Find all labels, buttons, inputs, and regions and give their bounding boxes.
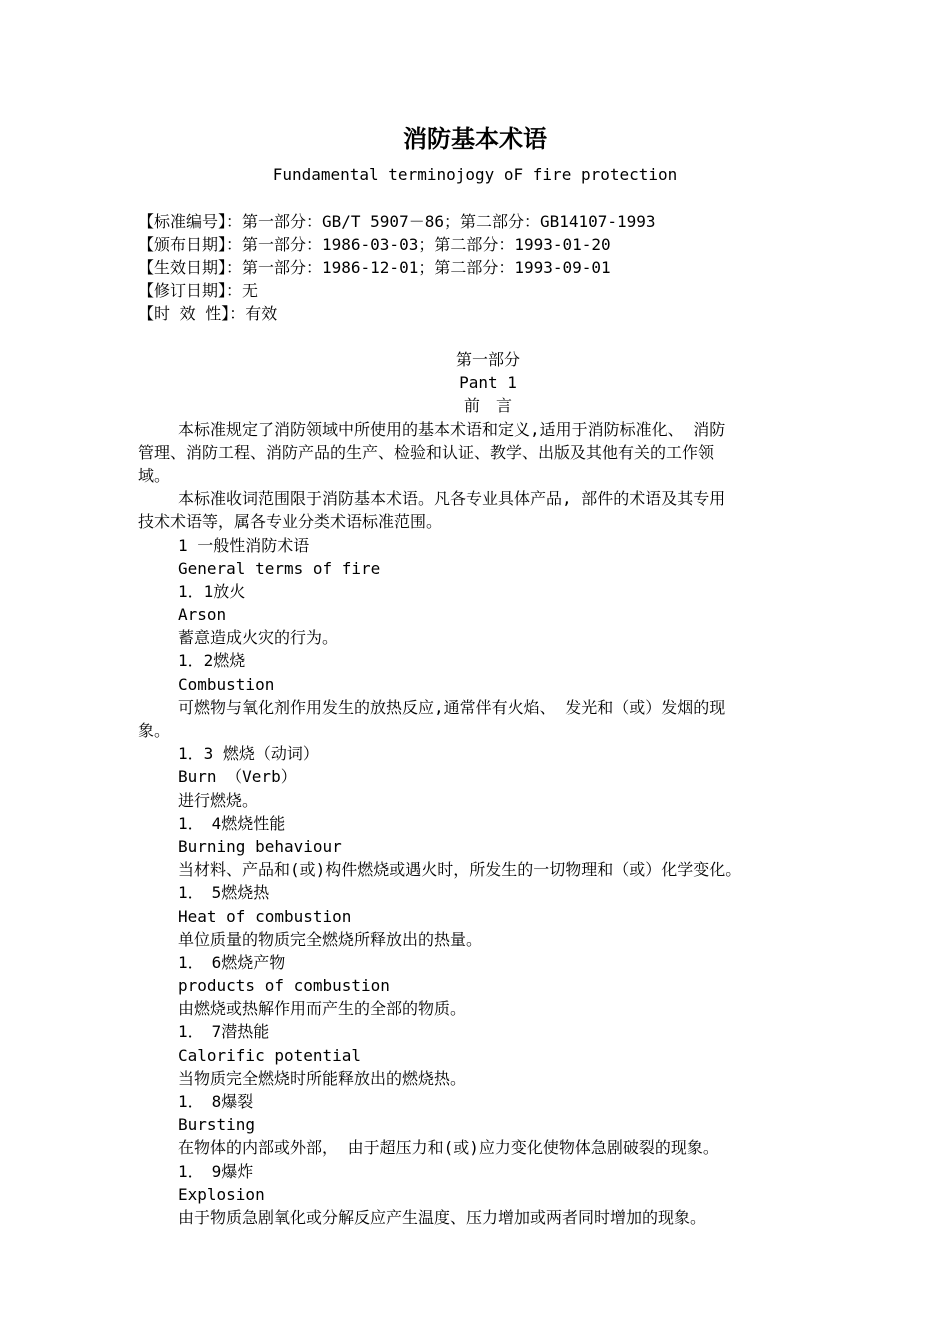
term-entry-calorific-potential bbox=[138, 1020, 838, 1090]
document-subtitle: Fundamental terminojogy oF fire protection bbox=[272, 165, 678, 184]
term-entry-combustion bbox=[138, 649, 838, 742]
metadata-block bbox=[138, 210, 858, 325]
term-definition: 当材料、产品和(或)构件燃烧或遇火时，所发生的一切物理和（或）化学变化。 bbox=[178, 860, 742, 880]
term-entry-heat-of-combustion bbox=[138, 881, 838, 951]
term-definition: 单位质量的物质完全燃烧所释放出的热量。 bbox=[178, 929, 483, 949]
term-entry-products-of-combustion bbox=[138, 951, 838, 1021]
term-section-general bbox=[138, 534, 838, 580]
term-english: Explosion bbox=[178, 1184, 265, 1204]
term-entry-burn bbox=[138, 742, 838, 812]
term-heading: 1．2燃烧 bbox=[178, 651, 246, 671]
meta-effective-date: 【生效日期】：第一部分：1986-12-01；第二部分：1993-09-01 bbox=[138, 258, 611, 277]
paragraph-line: 技术术语等，属各专业分类术语标准范围。 bbox=[138, 512, 443, 532]
term-heading: 1． 5燃烧热 bbox=[178, 883, 270, 903]
paragraph bbox=[138, 487, 838, 533]
paragraph-line: 管理、消防工程、消防产品的生产、检验和认证、教学、出版及其他有关的工作领 bbox=[138, 442, 715, 462]
term-heading: 1 一般性消防术语 bbox=[178, 535, 310, 555]
meta-standard-number: 【标准编号】：第一部分：GB/T 5907－86；第二部分：GB14107-1993 bbox=[138, 212, 656, 231]
term-english: products of combustion bbox=[178, 976, 390, 996]
term-heading: 1． 9爆炸 bbox=[178, 1161, 254, 1181]
term-definition: 由于物质急剧氧化或分解反应产生温度、压力增加或两者同时增加的现象。 bbox=[178, 1207, 707, 1227]
term-heading: 1．1放火 bbox=[178, 581, 246, 601]
preface-heading: 前 言 bbox=[463, 396, 512, 416]
term-definition: 蓄意造成火灾的行为。 bbox=[178, 628, 339, 648]
document-title: 消防基本术语 bbox=[403, 125, 547, 153]
term-entry-explosion bbox=[138, 1160, 838, 1230]
term-english: Calorific potential bbox=[178, 1045, 362, 1065]
term-english: Burning behaviour bbox=[178, 836, 342, 856]
term-entry-arson bbox=[138, 580, 838, 650]
meta-revision-date: 【修订日期】：无 bbox=[138, 281, 259, 300]
term-definition: 当物质完全燃烧时所能释放出的燃烧热。 bbox=[178, 1068, 467, 1088]
term-definition: 在物体的内部或外部， 由于超压力和(或)应力变化使物体急剧破裂的现象。 bbox=[178, 1138, 719, 1158]
meta-issue-date: 【颁布日期】：第一部分：1986-03-03；第二部分：1993-01-20 bbox=[138, 235, 611, 254]
meta-validity: 【时 效 性】：有效 bbox=[138, 304, 278, 323]
document-body bbox=[138, 348, 838, 1229]
term-heading: 1．3 燃烧（动词） bbox=[178, 744, 319, 764]
paragraph-line: 本标准收词范围限于消防基本术语。凡各专业具体产品, 部件的术语及其专用 bbox=[178, 489, 726, 509]
section-heading: 第一部分 bbox=[455, 350, 520, 369]
term-definition: 进行燃烧。 bbox=[178, 790, 259, 810]
term-english: Bursting bbox=[178, 1115, 256, 1135]
term-heading: 1． 4燃烧性能 bbox=[178, 813, 286, 833]
term-heading: 1． 8爆裂 bbox=[178, 1092, 254, 1111]
term-definition: 由燃烧或热解作用而产生的全部的物质。 bbox=[178, 999, 467, 1019]
term-definition: 可燃物与氧化剂作用发生的放热反应,通常伴有火焰、 发光和（或）发烟的现 bbox=[178, 697, 726, 717]
term-english: Burn （Verb） bbox=[178, 767, 297, 787]
paragraph-line: 本标准规定了消防领域中所使用的基本术语和定义,适用于消防标准化、 消防 bbox=[178, 419, 726, 439]
term-english: Arson bbox=[178, 605, 227, 625]
paragraph-line: 域。 bbox=[138, 465, 171, 485]
term-entry-burning-behaviour bbox=[138, 812, 838, 882]
section-heading-en: Pant 1 bbox=[459, 373, 517, 393]
term-definition-continued: 象。 bbox=[138, 721, 171, 740]
term-english: Heat of combustion bbox=[178, 906, 352, 926]
term-english: General terms of fire bbox=[178, 558, 381, 578]
term-heading: 1． 6燃烧产物 bbox=[178, 952, 286, 972]
term-english: Combustion bbox=[178, 674, 275, 694]
term-heading: 1． 7潜热能 bbox=[178, 1022, 270, 1042]
paragraph bbox=[138, 418, 838, 488]
term-entry-bursting bbox=[138, 1090, 838, 1160]
